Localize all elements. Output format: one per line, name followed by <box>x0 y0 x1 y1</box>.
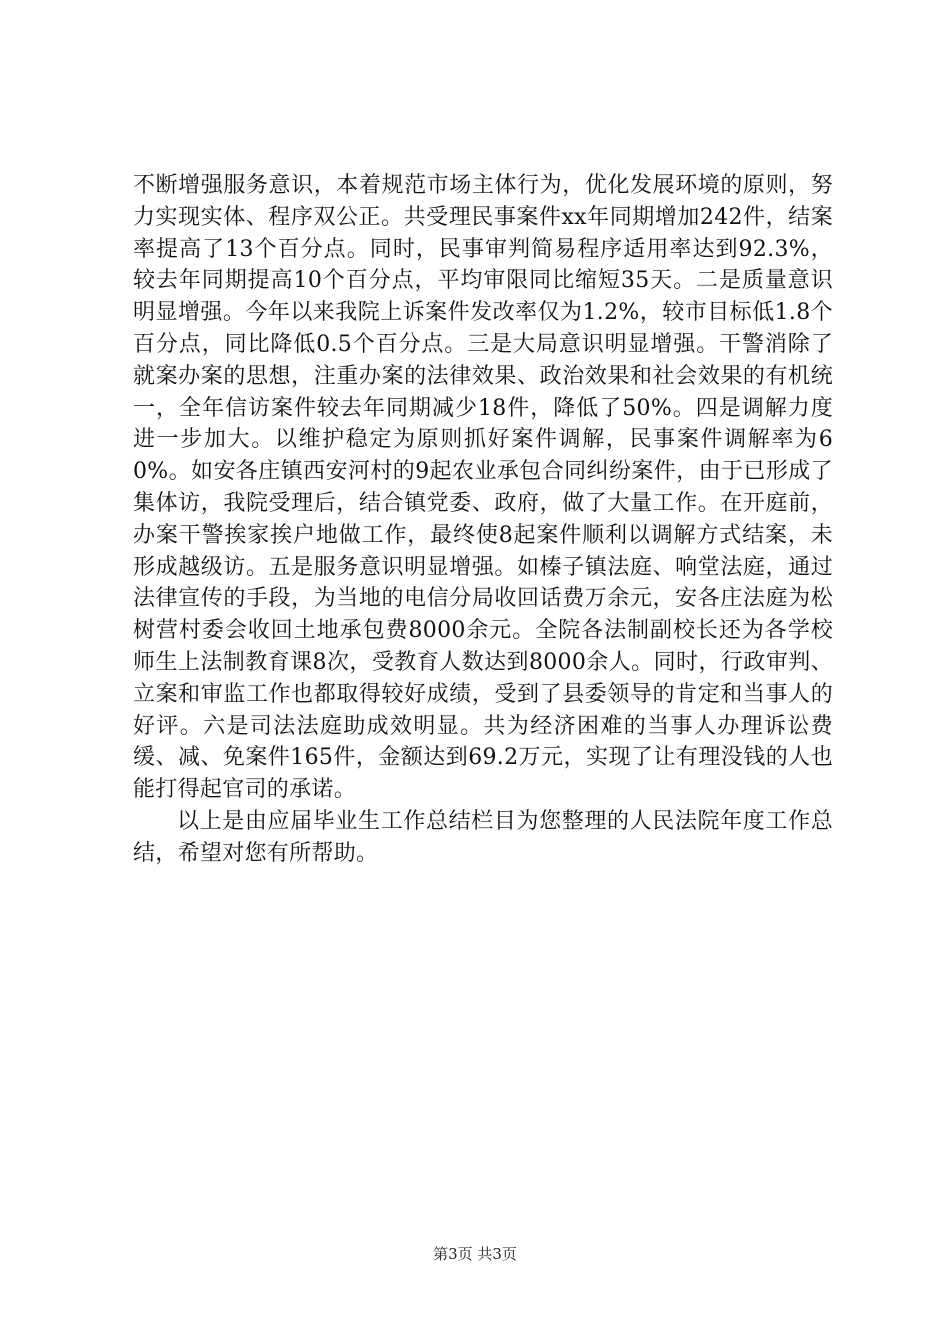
closing-paragraph: 以上是由应届毕业生工作总结栏目为您整理的人民法院年度工作总结，希望对您有所帮助。 <box>133 808 833 866</box>
page-footer: 第3页 共3页 <box>433 1245 517 1263</box>
body-paragraph: 不断增强服务意识，本着规范市场主体行为，优化发展环境的原则，努力实现实体、程序双公正。共受理民事案件xx年同期增加242件，结案率提高了13个百分点。同时，民事审判简易程序适用率达到92.3%，较去年同期提高10个百分点，平均审限同比缩短35天。二是质量意识明显增强。今年以来我院上诉案件发改率仅为1.2%，较市目标低1.8个百分点，同比降低0.5个百分点。三是大局意识明显增强。干警消除了就案办案的思想，注重办案的法律效果、政治效果和社会效果的有机统一，全年信访案件较去年同期减少18件，降低了50%。四是调解力度进一步加大。以维护稳定为原则抓好案件调解，民事案件调解率为60%。如安各庄镇西安河村的9起农业承包合同纠纷案件，由于已形成了集体访，我院受理后，结合镇党委、政府，做了大量工作。在开庭前，办案干警挨家挨户地做工作，最终使8起案件顺利以调解方式结案，未形成越级访。五是服务意识明显增强。如榛子镇法庭、响堂法庭，通过法律宣传的手段，为当地的电信分局收回话费万余元，安各庄法庭为松树营村委会收回土地承包费8000余元。全院各法制副校长还为各学校师生上法制教育课8次，受教育人数达到8000余人。同时，行政审判、立案和审监工作也都取得较好成绩，受到了县委领导的肯定和当事人的好评。六是司法法庭助成效明显。共为经济困难的当事人办理诉讼费缓、减、免案件165件，金额达到69.2万元，实现了让有理没钱的人也能打得起官司的承诺。 <box>133 173 833 803</box>
document-body <box>133 170 833 870</box>
